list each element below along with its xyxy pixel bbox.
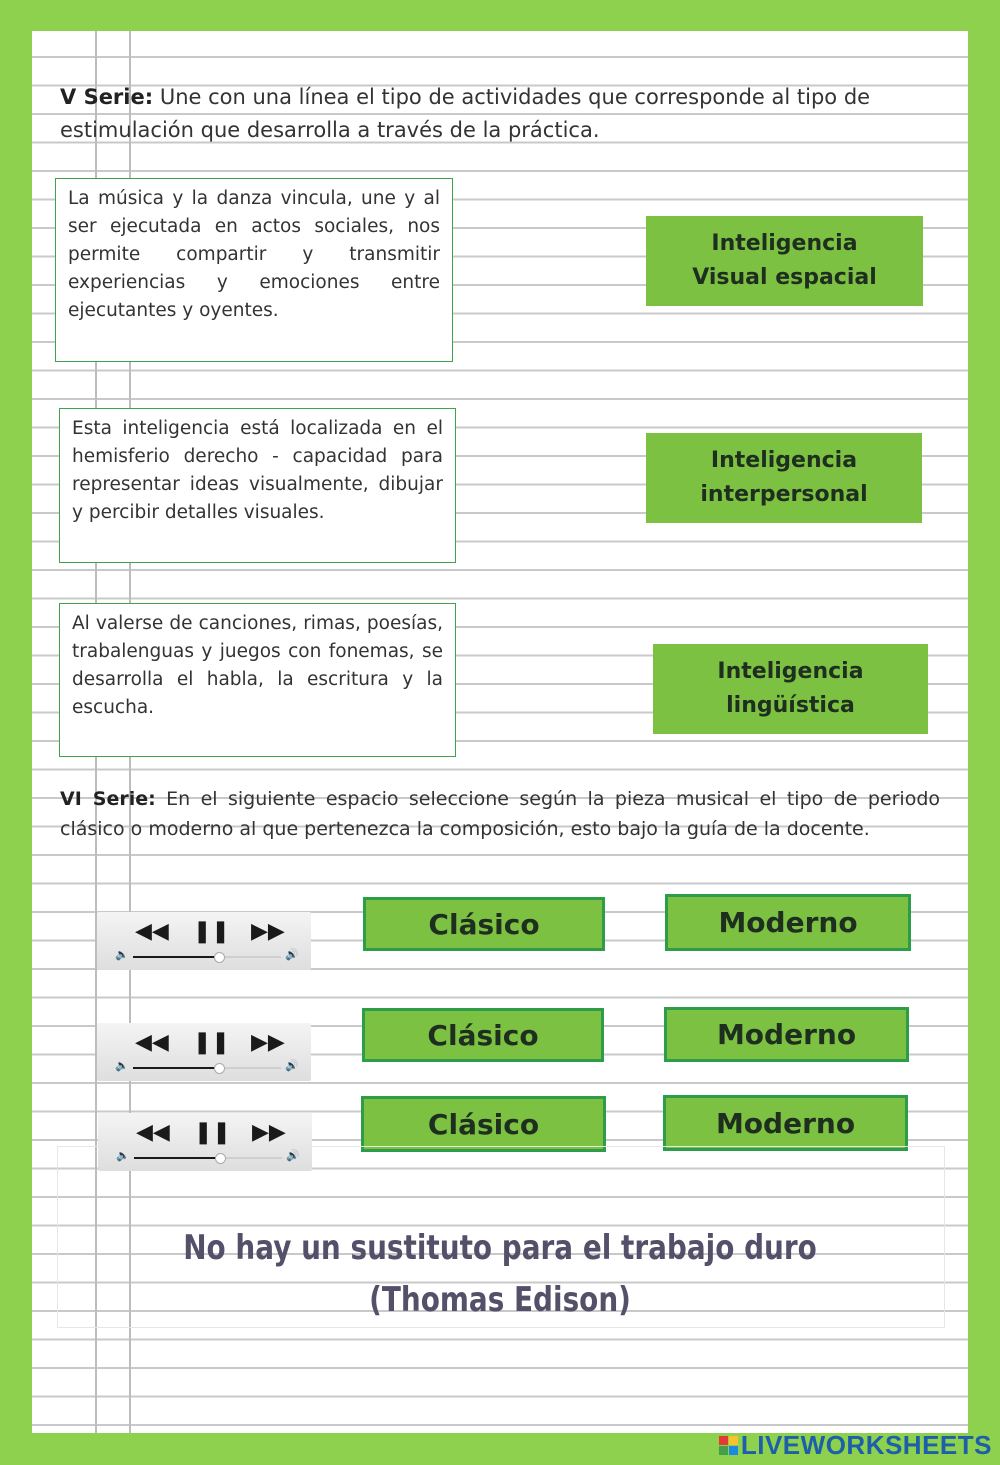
section5-heading	[60, 81, 940, 147]
seek-progress	[133, 1067, 219, 1069]
section5-instruction: Une con una línea el tipo de actividades que corresponde al tipo de estimulación que desarrolla a través de la práctica.	[60, 85, 871, 142]
seek-progress	[133, 956, 219, 958]
description-box-1[interactable]: La música y la danza vincula, une y al ser ejecutada en actos sociales, nos permite compartir y transmitir experiencias y emociones entre ejecutantes y oyentes.	[55, 178, 453, 362]
target-box-linguistica[interactable]	[653, 644, 928, 734]
fast-forward-icon[interactable]: ▶▶	[251, 919, 285, 944]
volume-high-icon: 🔊	[285, 1059, 299, 1072]
description-box-2[interactable]: Esta inteligencia está localizada en el hemisferio derecho - capacidad para representar ideas visualmente, dibujar y percibir detalles visuales.	[59, 408, 456, 563]
rewind-icon[interactable]: ◀◀	[136, 1120, 170, 1145]
pause-icon[interactable]: ❚❚	[194, 1120, 231, 1145]
volume-high-icon: 🔊	[285, 948, 299, 961]
logo-text: LIVEWORKSHEETS	[740, 1430, 992, 1460]
seek-bar[interactable]	[133, 1067, 281, 1069]
section6-title: VI Serie:	[60, 788, 156, 810]
fast-forward-icon[interactable]: ▶▶	[252, 1120, 286, 1145]
modern-button-1[interactable]: Moderno	[665, 894, 911, 951]
section6-heading	[60, 784, 940, 844]
classic-button-2[interactable]: Clásico	[362, 1008, 604, 1062]
modern-button-3[interactable]: Moderno	[663, 1095, 908, 1151]
volume-low-icon: 🔈	[115, 948, 129, 961]
classic-button-1[interactable]: Clásico	[363, 897, 605, 951]
rewind-icon[interactable]: ◀◀	[135, 919, 169, 944]
seek-bar[interactable]	[133, 956, 281, 958]
classic-button-3[interactable]: Clásico	[361, 1096, 606, 1152]
target-label-3: Inteligencia lingüística	[717, 659, 864, 718]
section5-title: V Serie:	[60, 85, 154, 109]
target-label-2: Inteligencia interpersonal	[700, 448, 868, 507]
rewind-icon[interactable]: ◀◀	[135, 1030, 169, 1055]
fast-forward-icon[interactable]: ▶▶	[251, 1030, 285, 1055]
seek-handle[interactable]	[214, 952, 225, 963]
audio-player-2	[97, 1023, 311, 1081]
target-box-interpersonal[interactable]	[646, 433, 922, 523]
volume-low-icon: 🔈	[116, 1149, 130, 1162]
description-box-3[interactable]: Al valerse de canciones, rimas, poesías, trabalenguas y juegos con fonemas, se desarrolla el habla, la escritura y la escucha.	[59, 603, 456, 757]
target-box-visual-espacial[interactable]	[646, 216, 923, 306]
volume-low-icon: 🔈	[115, 1059, 129, 1072]
seek-handle[interactable]	[214, 1063, 225, 1074]
target-label-1: Inteligencia Visual espacial	[692, 231, 877, 290]
pause-icon[interactable]: ❚❚	[193, 1030, 230, 1055]
motivational-quote: No hay un sustituto para el trabajo duro (Thomas Edison)	[183, 1228, 817, 1320]
section6-instruction: En el siguiente espacio seleccione según la pieza musical el tipo de periodo clásico o moderno al que pertenezca la composición, esto bajo la guía de la docente.	[60, 788, 941, 840]
liveworksheets-logo	[719, 1430, 992, 1461]
modern-button-2[interactable]: Moderno	[664, 1007, 909, 1062]
pause-icon[interactable]: ❚❚	[193, 919, 230, 944]
volume-high-icon: 🔊	[286, 1149, 300, 1162]
logo-squares-icon	[719, 1436, 738, 1455]
audio-player-1	[97, 912, 311, 970]
